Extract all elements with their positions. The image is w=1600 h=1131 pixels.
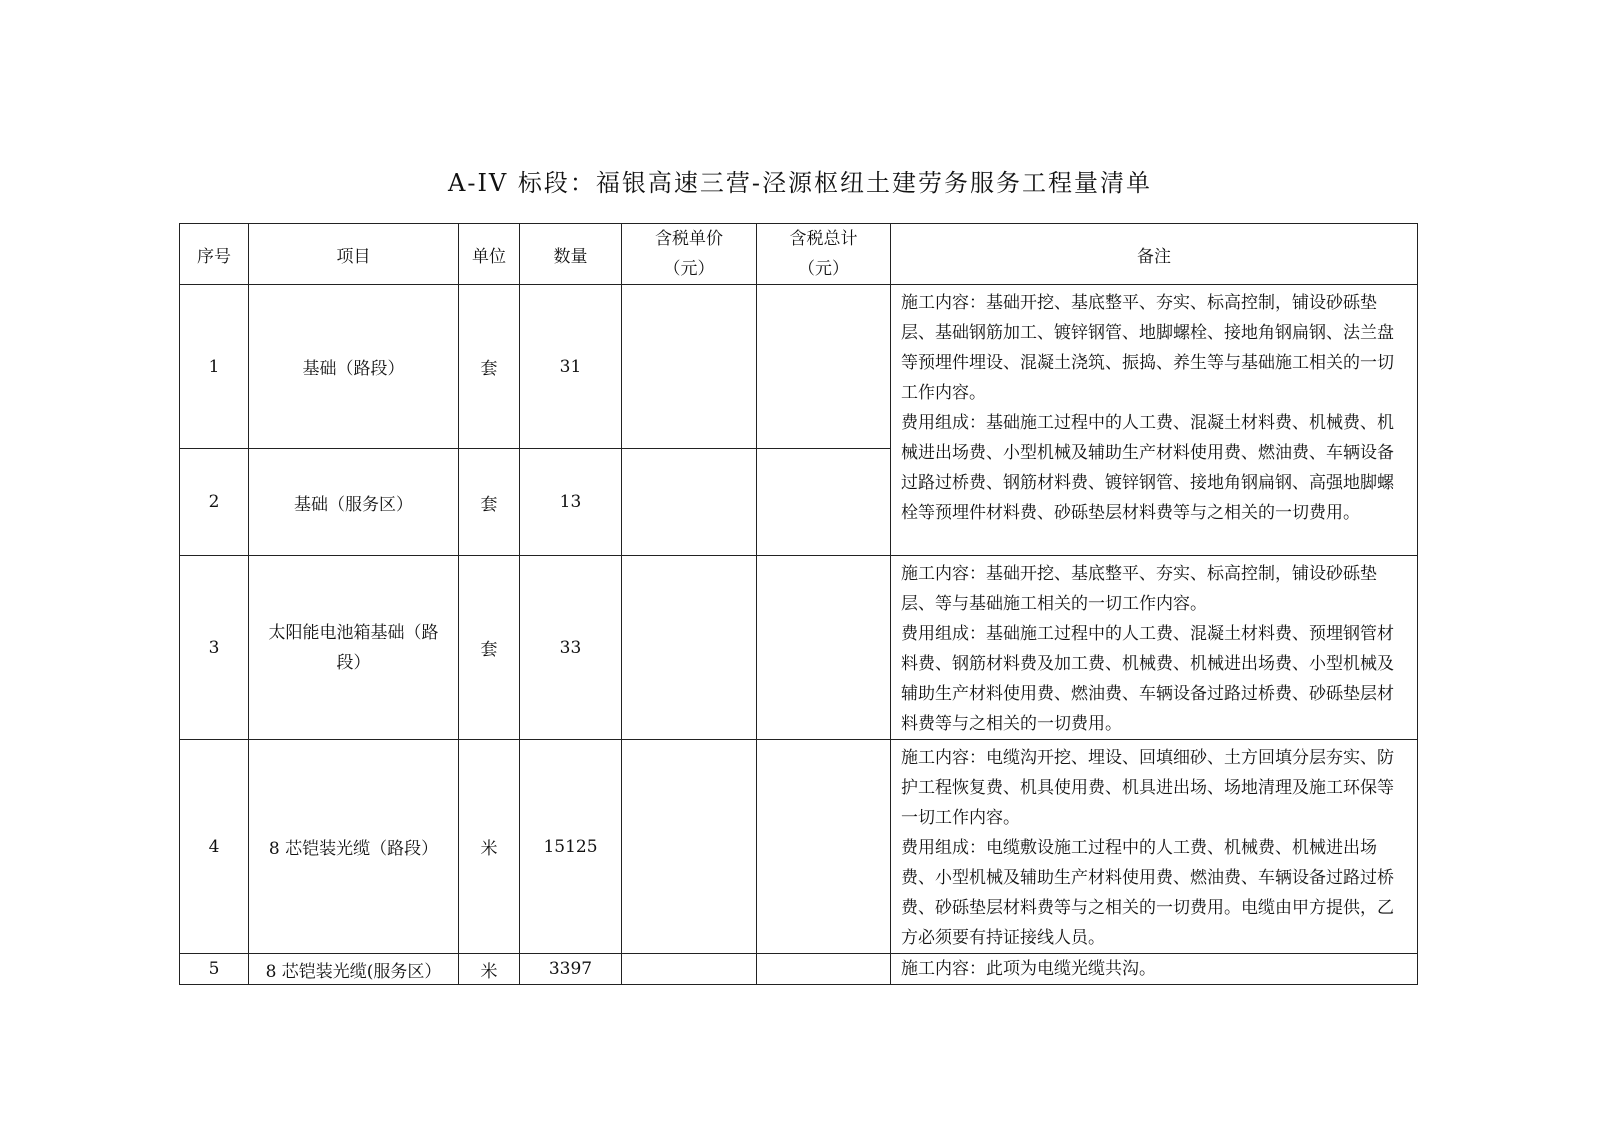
bill-of-quantities-table	[179, 223, 1418, 985]
table-row	[180, 740, 1418, 954]
cell-unit: 米	[459, 740, 520, 954]
header-seq: 序号	[180, 224, 249, 285]
header-total-line2: （元）	[798, 259, 849, 279]
cell-item: 基础（服务区）	[249, 449, 459, 556]
cell-remark	[891, 740, 1418, 954]
cell-unit-price	[622, 954, 757, 985]
cell-seq: 2	[180, 449, 249, 556]
remark-work-content: 施工内容：基础开挖、基底整平、夯实、标高控制，铺设砂砾垫层、基础钢筋加工、镀锌钢管、地脚螺栓、接地角钢扁钢、法兰盘等预埋件埋设、混凝土浇筑、振捣、养生等与基础施工相关的一切工作内容。	[901, 293, 1394, 403]
cell-qty: 33	[520, 556, 622, 740]
cell-item: 8 芯铠装光缆(服务区）	[249, 954, 459, 985]
cell-unit: 米	[459, 954, 520, 985]
cell-unit-price	[622, 740, 757, 954]
header-qty: 数量	[520, 224, 622, 285]
cell-qty: 13	[520, 449, 622, 556]
remark-cost-composition: 费用组成：基础施工过程中的人工费、混凝土材料费、预埋钢管材料费、钢筋材料费及加工费、机械费、机械进出场费、小型机械及辅助生产材料使用费、燃油费、车辆设备过路过桥费、砂砾垫层材料费等与之相关的一切费用。	[901, 624, 1394, 734]
cell-seq: 5	[180, 954, 249, 985]
cell-remark	[891, 954, 1418, 985]
page-title: A-IV 标段：福银高速三营-泾源枢纽土建劳务服务工程量清单	[448, 169, 1152, 197]
header-unit: 单位	[459, 224, 520, 285]
remark-cost-composition: 费用组成：电缆敷设施工过程中的人工费、机械费、机械进出场费、小型机械及辅助生产材料使用费、燃油费、车辆设备过路过桥费、砂砾垫层材料费等与之相关的一切费用。电缆由甲方提供，乙方必须要有持证接线人员。	[901, 838, 1394, 948]
cell-item: 基础（路段）	[249, 285, 459, 449]
header-remark: 备注	[891, 224, 1418, 285]
remark-work-content: 施工内容：电缆沟开挖、埋设、回填细砂、土方回填分层夯实、防护工程恢复费、机具使用费、机具进出场、场地清理及施工环保等一切工作内容。	[901, 748, 1394, 828]
cell-qty: 3397	[520, 954, 622, 985]
cell-unit: 套	[459, 449, 520, 556]
cell-total	[757, 954, 891, 985]
table-row	[180, 954, 1418, 985]
cell-total	[757, 740, 891, 954]
cell-unit: 套	[459, 285, 520, 449]
remark-cost-composition: 费用组成：基础施工过程中的人工费、混凝土材料费、机械费、机械进出场费、小型机械及辅助生产材料使用费、燃油费、车辆设备过路过桥费、钢筋材料费、镀锌钢管、接地角钢扁钢、高强地脚螺栓等预埋件材料费、砂砾垫层材料费等与之相关的一切费用。	[901, 413, 1394, 523]
header-item: 项目	[249, 224, 459, 285]
header-unit-price-line2: （元）	[663, 259, 715, 279]
cell-item: 8 芯铠装光缆（路段）	[249, 740, 459, 954]
header-total-line1: 含税总计	[789, 229, 858, 249]
cell-unit: 套	[459, 556, 520, 740]
cell-unit-price	[622, 556, 757, 740]
cell-remark	[891, 285, 1418, 556]
remark-work-content: 施工内容：基础开挖、基底整平、夯实、标高控制，铺设砂砾垫层、等与基础施工相关的一切工作内容。	[901, 564, 1377, 614]
cell-unit-price	[622, 449, 757, 556]
cell-seq: 4	[180, 740, 249, 954]
cell-total	[757, 285, 891, 449]
cell-qty: 31	[520, 285, 622, 449]
cell-seq: 1	[180, 285, 249, 449]
header-unit-price-line1: 含税单价	[655, 229, 723, 249]
cell-total	[757, 556, 891, 740]
header-total	[757, 224, 891, 285]
cell-total	[757, 449, 891, 556]
cell-qty: 15125	[520, 740, 622, 954]
cell-remark	[891, 556, 1418, 740]
cell-seq: 3	[180, 556, 249, 740]
header-unit-price	[622, 224, 757, 285]
cell-unit-price	[622, 285, 757, 449]
remark-work-content: 施工内容：此项为电缆光缆共沟。	[901, 959, 1156, 979]
table-row	[180, 285, 1418, 449]
header-row	[180, 224, 1418, 285]
cell-item: 太阳能电池箱基础（路段）	[249, 556, 459, 740]
table-row	[180, 556, 1418, 740]
